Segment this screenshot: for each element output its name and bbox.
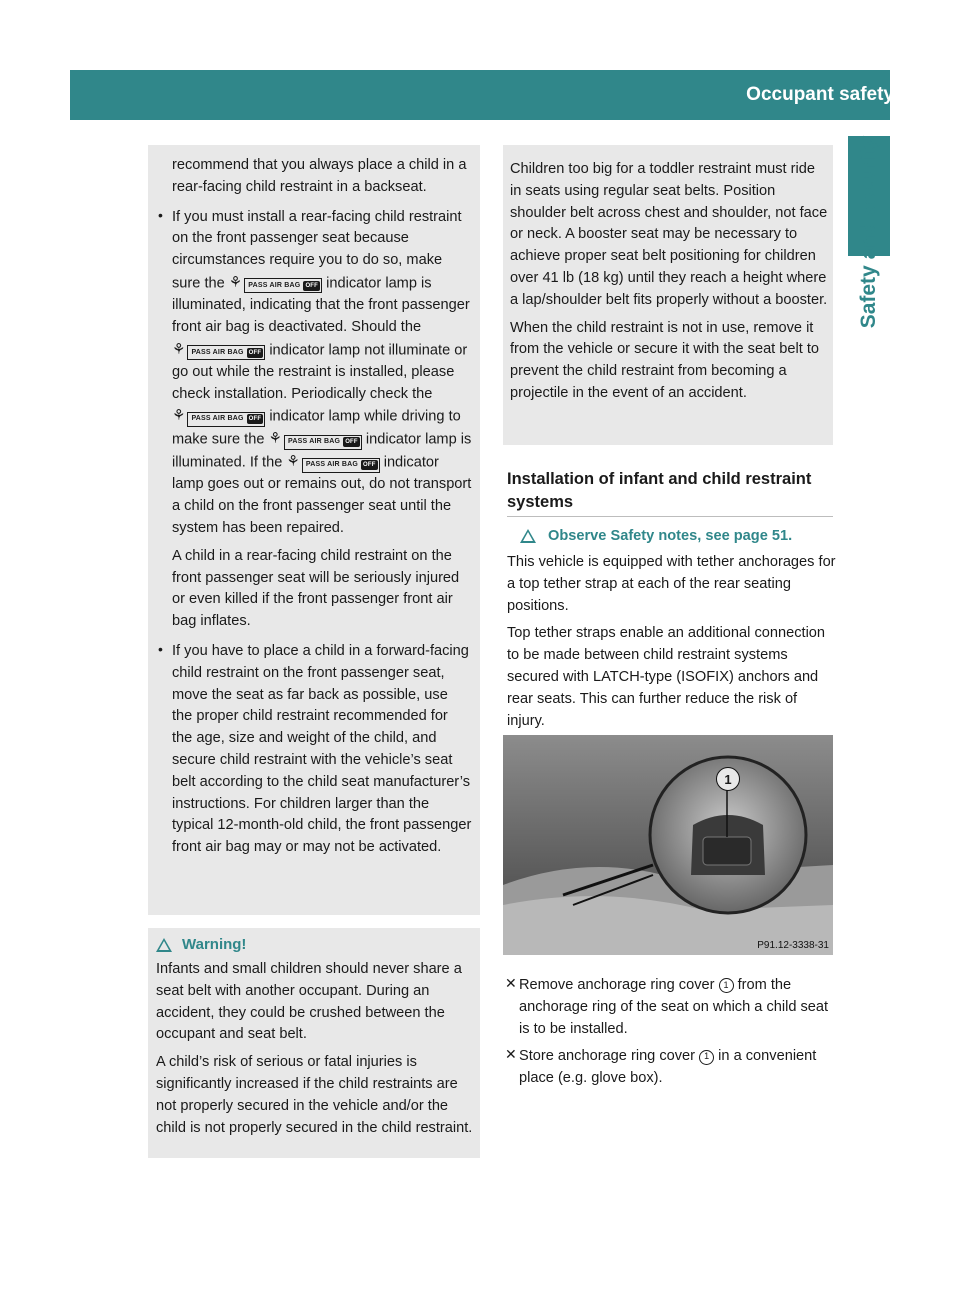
anchorage-photo (503, 735, 833, 955)
safety-note (520, 528, 792, 544)
warning-icon (520, 529, 536, 543)
box-text: Children too big for a toddler restraint must ride in seats using regular seat belts. Position shoulder belt across chest and shoulder, not face or neck. A booster seat may be necessary to achieve proper seat belt positioning for children over 41 lb (18 kg) until they reach a height where a lap/shoulder belt fits properly without a booster. (510, 161, 828, 308)
callout-ref-icon: 1 (699, 1050, 714, 1065)
divider (507, 516, 833, 517)
page-number: 53 (906, 85, 925, 104)
side-chapter-label: Safety and security (857, 135, 880, 329)
header-divider (900, 70, 903, 120)
pass-air-bag-off-icon: PASS AIR BAG OFF (302, 458, 380, 473)
warning-content (148, 928, 480, 1139)
warning-title: Warning! (182, 936, 247, 953)
airbag-indicator (172, 339, 265, 362)
warning-text: Infants and small children should never share a seat belt with another occupant. During an accident, they could be crushed between the occupant and seat belt. (156, 961, 462, 1043)
warning-heading (156, 936, 480, 953)
section-title: Occupant safety (746, 84, 894, 105)
safety-note-link[interactable]: Observe Safety notes, see page 51. (548, 528, 793, 544)
pass-air-bag-off-icon: PASS AIR BAG OFF (284, 435, 362, 450)
airbag-indicator (269, 428, 362, 451)
steps-list (503, 975, 835, 1096)
step-text: Remove anchorage ring cover 1 from the anchorage ring of the seat on which a child seat is to be installed. (519, 977, 829, 1037)
pass-air-bag-off-icon: PASS AIR BAG OFF (244, 278, 322, 293)
child-seat-icon: ⚘ (286, 453, 300, 471)
callout-marker: 1 (716, 767, 740, 791)
figure-code: P91.12-3338-31 (757, 940, 829, 951)
right-box-content (503, 145, 833, 405)
paragraph: This vehicle is equipped with tether anchorages for a top tether strap at each of the rear seating positions. (507, 554, 836, 614)
page-header (70, 70, 925, 120)
pass-air-bag-off-icon: PASS AIR BAG OFF (187, 412, 265, 427)
left-column (148, 155, 480, 859)
list-item (503, 1046, 835, 1090)
step-marker-icon: ✕ (505, 975, 517, 991)
paragraph: Top tether straps enable an additional connection to be made between child restraint systems secured with LATCH-type (ISOFIX) anchors and rear seats. This can further reduce the risk of injury. (507, 625, 826, 729)
bullet-icon: • (158, 206, 163, 223)
box-text: When the child restraint is not in use, remove it from the vehicle or secure it with the seat belt to prevent the child restraint from becoming a projectile in the event of an accident. (510, 319, 820, 401)
child-seat-icon: ⚘ (268, 430, 282, 448)
list-item (503, 975, 835, 1040)
section-heading: Installation of infant and child restraint systems (507, 470, 812, 511)
airbag-indicator (229, 272, 322, 295)
pass-air-bag-off-icon: PASS AIR BAG OFF (187, 345, 265, 360)
bullet-text: If you must install a rear-facing child restraint on the front passenger seat because circumstances require you to do so, make sure the ⚘ PASS AIR BAG OFF indicator lamp is illuminated, indicating that the front passenger front air bag is deactivated. Should the ⚘ PASS AIR BAG OFF indicator lamp not illuminate or go out while the restraint is installed, please check installation. Periodically check the ⚘ PASS AIR BAG OFF indicator lamp while driving to make sure the ⚘ PASS AIR BAG OFF indicator lamp is illuminated. If the ⚘ PASS AIR BAG OFF indicator lamp goes out or remains out, do not transport a child on the front passenger seat until the system has been repaired. (172, 208, 472, 537)
bullet-text: If you have to place a child in a forward-facing child restraint on the front passenger seat, move the seat as far back as possible, use the proper child restraint recommended for the age, size and weight of the child, and secure child restraint with the vehicle’s seat belt according to the child seat manufacturer’s instructions. For children larger than the typical 12-month-old child, the front passenger front air bag may or may not be activated. (172, 643, 472, 856)
step-text: Store anchorage ring cover 1 in a convenient place (e.g. glove box). (519, 1048, 817, 1087)
list-item (148, 207, 480, 540)
intro-text: recommend that you always place a child in a rear-facing child restraint in a backseat. (172, 157, 467, 195)
warning-text: A child’s risk of serious or fatal injuries is significantly increased if the child restraints are not properly secured in the vehicle and/or the child is not properly secured in the child restraint. (156, 1054, 473, 1136)
warning-icon (156, 938, 172, 952)
child-seat-icon: ⚘ (228, 273, 243, 291)
child-seat-icon: ⚘ (172, 407, 186, 425)
callout-ref-icon: 1 (719, 978, 734, 993)
step-marker-icon: ✕ (505, 1046, 517, 1063)
child-seat-icon: ⚘ (172, 340, 186, 358)
bullet-subtext: A child in a rear-facing child restraint on the front passenger seat will be seriously injured or even killed if the front passenger front air bag inflates. (172, 547, 460, 630)
anchorage-illustration (503, 735, 833, 955)
body-text (507, 552, 837, 732)
airbag-indicator (286, 451, 379, 474)
airbag-indicator (172, 405, 265, 428)
list-item (148, 641, 480, 859)
bullet-icon: • (158, 641, 163, 658)
